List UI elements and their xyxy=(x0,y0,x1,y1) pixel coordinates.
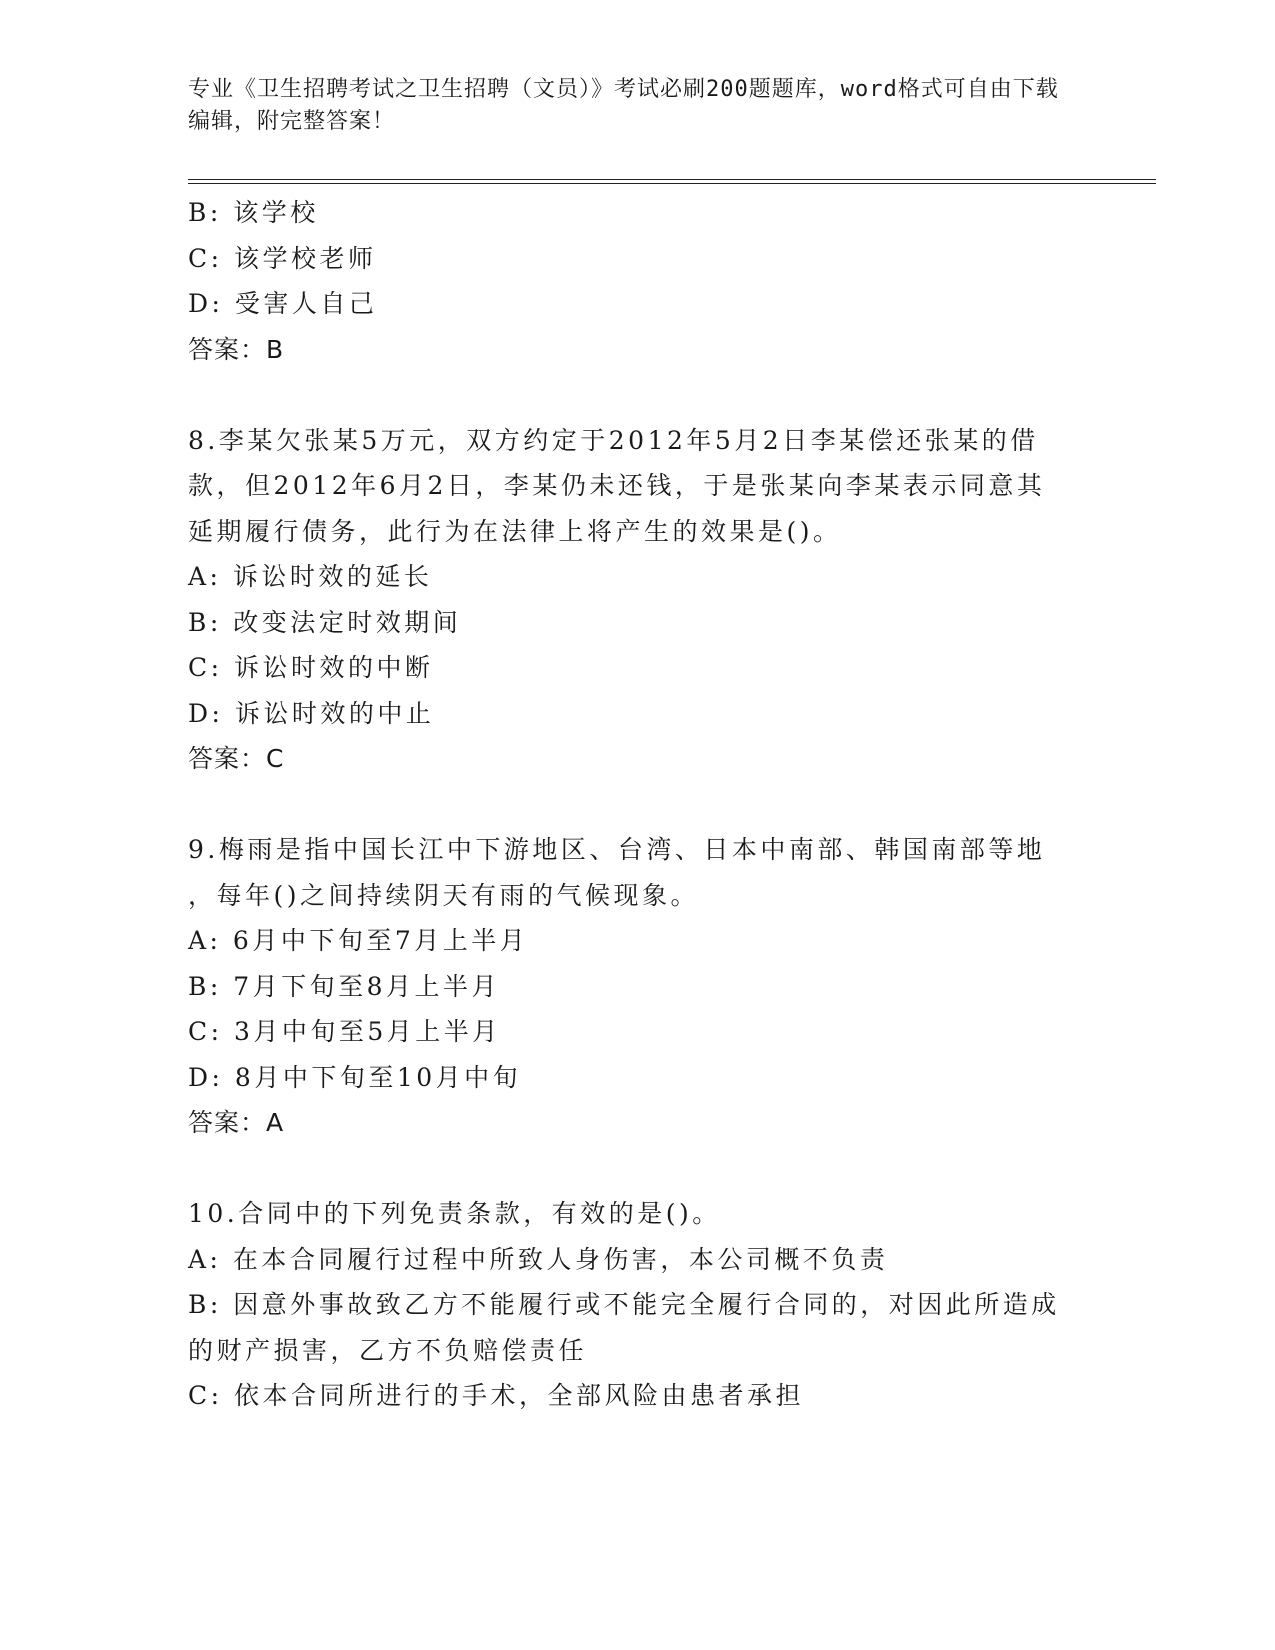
option-c: C: 该学校老师 xyxy=(188,243,377,273)
answer: 答案：C xyxy=(188,744,285,773)
header-divider xyxy=(188,179,1156,184)
question-8 xyxy=(188,418,1083,782)
spacer xyxy=(188,372,1083,418)
question-stem-line: ，每年()之间持续阴天有雨的气候现象。 xyxy=(188,880,700,910)
question-stem-line: 延期履行债务，此行为在法律上将产生的效果是()。 xyxy=(188,516,842,546)
option-c: C: 诉讼时效的中断 xyxy=(188,653,434,682)
option-c: C: 依本合同所进行的手术，全部风险由患者承担 xyxy=(188,1381,804,1410)
option-b: B: 因意外事故致乙方不能履行或不能完全履行合同的，对因此所造成 xyxy=(188,1290,1060,1319)
question-stem-line: 9.梅雨是指中国长江中下游地区、台湾、日本中南部、韩国南部等地 xyxy=(188,835,1046,864)
answer: 答案：A xyxy=(188,1108,285,1137)
option-c: C: 3月中旬至5月上半月 xyxy=(188,1017,501,1046)
option-a: A: 6月中下旬至7月上半月 xyxy=(188,926,529,955)
question-9 xyxy=(188,827,1083,1146)
question-7-continued xyxy=(188,190,1083,372)
option-d: D: 诉讼时效的中止 xyxy=(188,698,435,728)
option-a: A: 在本合同履行过程中所致人身伤害，本公司概不负责 xyxy=(188,1244,889,1274)
question-10 xyxy=(188,1191,1083,1419)
question-stem-line: 8.李某欠张某5万元，双方约定于2012年5月2日李某偿还张某的借 xyxy=(188,425,1039,455)
question-stem-line: 款，但2012年6月2日，李某仍未还钱，于是张某向李某表示同意其 xyxy=(188,471,1046,500)
option-a: A: 诉讼时效的延长 xyxy=(188,562,433,591)
option-d: D: 受害人自己 xyxy=(188,289,378,318)
option-b-continued: 的财产损害，乙方不负赔偿责任 xyxy=(188,1335,588,1365)
answer: 答案：B xyxy=(188,334,285,364)
option-b: B: 该学校 xyxy=(188,198,319,227)
option-d: D: 8月中下旬至10月中旬 xyxy=(188,1062,522,1092)
option-b: B: 改变法定时效期间 xyxy=(188,607,462,637)
document-body xyxy=(188,190,1083,1419)
option-b: B: 7月下旬至8月上半月 xyxy=(188,971,501,1001)
page-header: 专业《卫生招聘考试之卫生招聘（文员）》考试必刷200题题库，word格式可自由下载编辑，附完整答案！ xyxy=(188,77,1059,134)
spacer xyxy=(188,1146,1083,1192)
spacer xyxy=(188,782,1083,828)
question-stem-line: 10.合同中的下列免责条款，有效的是()。 xyxy=(188,1199,721,1228)
